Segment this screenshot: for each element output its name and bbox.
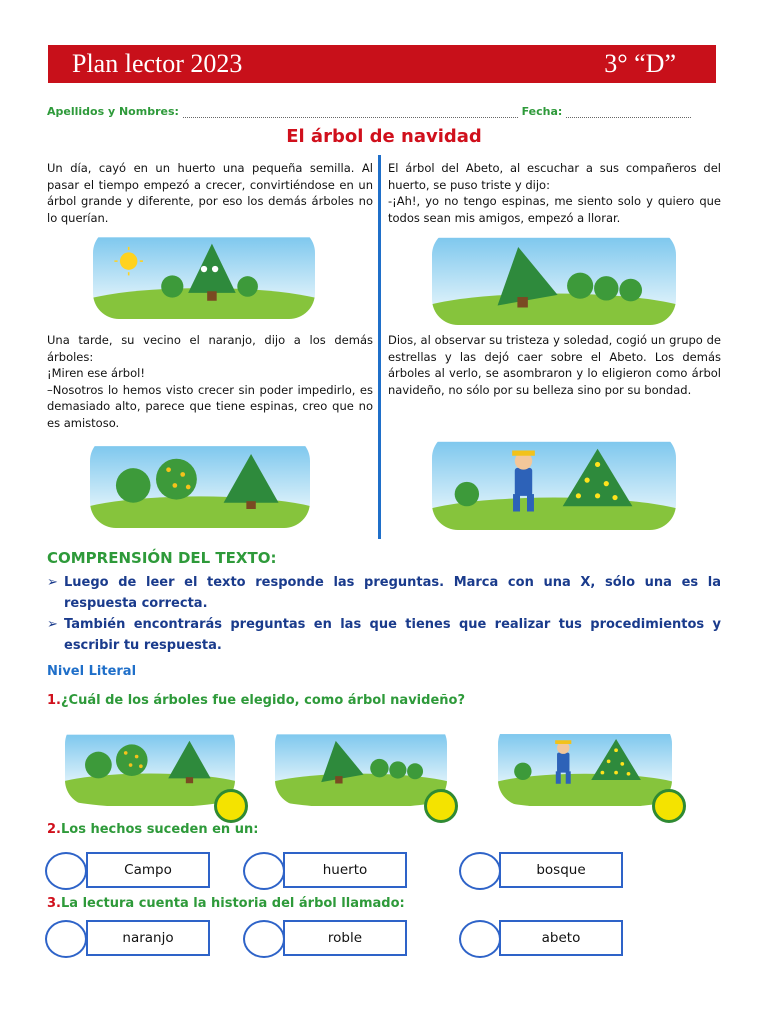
answer-circle-1[interactable] bbox=[214, 789, 248, 823]
header-banner bbox=[48, 45, 716, 83]
answer-circle-3[interactable] bbox=[652, 789, 686, 823]
answer-circle-2[interactable] bbox=[424, 789, 458, 823]
illustration-sad-fir bbox=[432, 229, 676, 325]
question-number: 2. bbox=[47, 822, 61, 837]
question-number: 1. bbox=[47, 693, 61, 708]
question-3 bbox=[47, 896, 405, 911]
option-circle-huerto[interactable] bbox=[243, 852, 285, 890]
instruction-text: Luego de leer el texto responde las preguntas. Marca con una X, sólo una es la respuesta correcta. bbox=[64, 575, 721, 611]
paragraph-text: Dios, al observar su tristeza y soledad, cogió un grupo de estrellas y las dejó caer sobre el Abeto. Los demás árboles al verlo, se asombraron y lo eligieron como árbol navideño, no sólo por su belleza sino por su bondad. bbox=[388, 333, 721, 397]
instruction-text: También encontrarás preguntas en las que tienes que realizar tus procedimientos y escribir tu respuesta. bbox=[64, 617, 721, 653]
illustration-trees-sun bbox=[93, 227, 315, 319]
name-field[interactable] bbox=[183, 108, 518, 118]
option-image-orange-tree[interactable] bbox=[65, 718, 235, 806]
option-circle-abeto[interactable] bbox=[459, 920, 501, 958]
comprehension-heading: COMPRENSIÓN DEL TEXTO: bbox=[47, 549, 277, 567]
grade-label: 3° “D” bbox=[604, 49, 676, 78]
option-box-roble: roble bbox=[283, 920, 407, 956]
instruction-bullet-1 bbox=[47, 572, 721, 614]
level-heading: Nivel Literal bbox=[47, 664, 137, 679]
question-text: Los hechos suceden en un: bbox=[60, 822, 259, 837]
option-circle-campo[interactable] bbox=[45, 852, 87, 890]
option-circle-bosque[interactable] bbox=[459, 852, 501, 890]
paragraph-text: Un día, cayó en un huerto una pequeña semilla. Al pasar el tiempo empezó a crecer, convirtiéndose en un árbol grande y diferente, por eso los demás árboles no lo querían. bbox=[47, 161, 373, 225]
story-paragraph-1 bbox=[47, 160, 373, 226]
plan-title: Plan lector 2023 bbox=[72, 49, 243, 78]
column-divider bbox=[378, 155, 381, 539]
paragraph-line: –Nosotros lo hemos visto crecer sin poder impedirlo, es demasiado alto, parece que tiene espinas, creo que no es amistoso. bbox=[47, 382, 373, 430]
option-image-sad-fir[interactable] bbox=[275, 718, 447, 806]
date-field[interactable] bbox=[566, 108, 691, 118]
paragraph-text: Una tarde, su vecino el naranjo, dijo a los demás árboles: bbox=[47, 333, 373, 364]
question-text: ¿Cuál de los árboles fue elegido, como árbol navideño? bbox=[60, 693, 465, 708]
question-text: La lectura cuenta la historia del árbol llamado: bbox=[60, 896, 405, 911]
option-image-christmas-tree[interactable] bbox=[498, 718, 672, 806]
story-paragraph-2 bbox=[47, 332, 373, 431]
question-number: 3. bbox=[47, 896, 61, 911]
option-box-campo: Campo bbox=[86, 852, 210, 888]
paragraph-line: -¡Ah!, yo no tengo espinas, me siento solo y quiero que todos sean mis amigos, empezó a llorar. bbox=[388, 194, 721, 225]
option-circle-naranjo[interactable] bbox=[45, 920, 87, 958]
illustration-orange-tree bbox=[90, 435, 310, 528]
story-paragraph-4 bbox=[388, 332, 721, 398]
question-1 bbox=[47, 693, 465, 708]
paragraph-line: ¡Miren ese árbol! bbox=[47, 366, 145, 380]
name-label: Apellidos y Nombres: bbox=[47, 105, 179, 118]
story-paragraph-3 bbox=[388, 160, 721, 226]
date-label: Fecha: bbox=[521, 105, 563, 118]
question-2 bbox=[47, 822, 258, 837]
option-box-bosque: bosque bbox=[499, 852, 623, 888]
option-box-naranjo: naranjo bbox=[86, 920, 210, 956]
story-title: El árbol de navidad bbox=[286, 126, 482, 147]
instruction-bullet-2 bbox=[47, 614, 721, 656]
option-circle-roble[interactable] bbox=[243, 920, 285, 958]
student-info-line bbox=[47, 105, 717, 118]
arrow-icon: ➢ bbox=[47, 617, 58, 632]
illustration-christmas-tree bbox=[432, 432, 676, 530]
paragraph-text: El árbol del Abeto, al escuchar a sus compañeros del huerto, se puso triste y dijo: bbox=[388, 161, 721, 192]
option-box-abeto: abeto bbox=[499, 920, 623, 956]
arrow-icon: ➢ bbox=[47, 575, 58, 590]
option-box-huerto: huerto bbox=[283, 852, 407, 888]
